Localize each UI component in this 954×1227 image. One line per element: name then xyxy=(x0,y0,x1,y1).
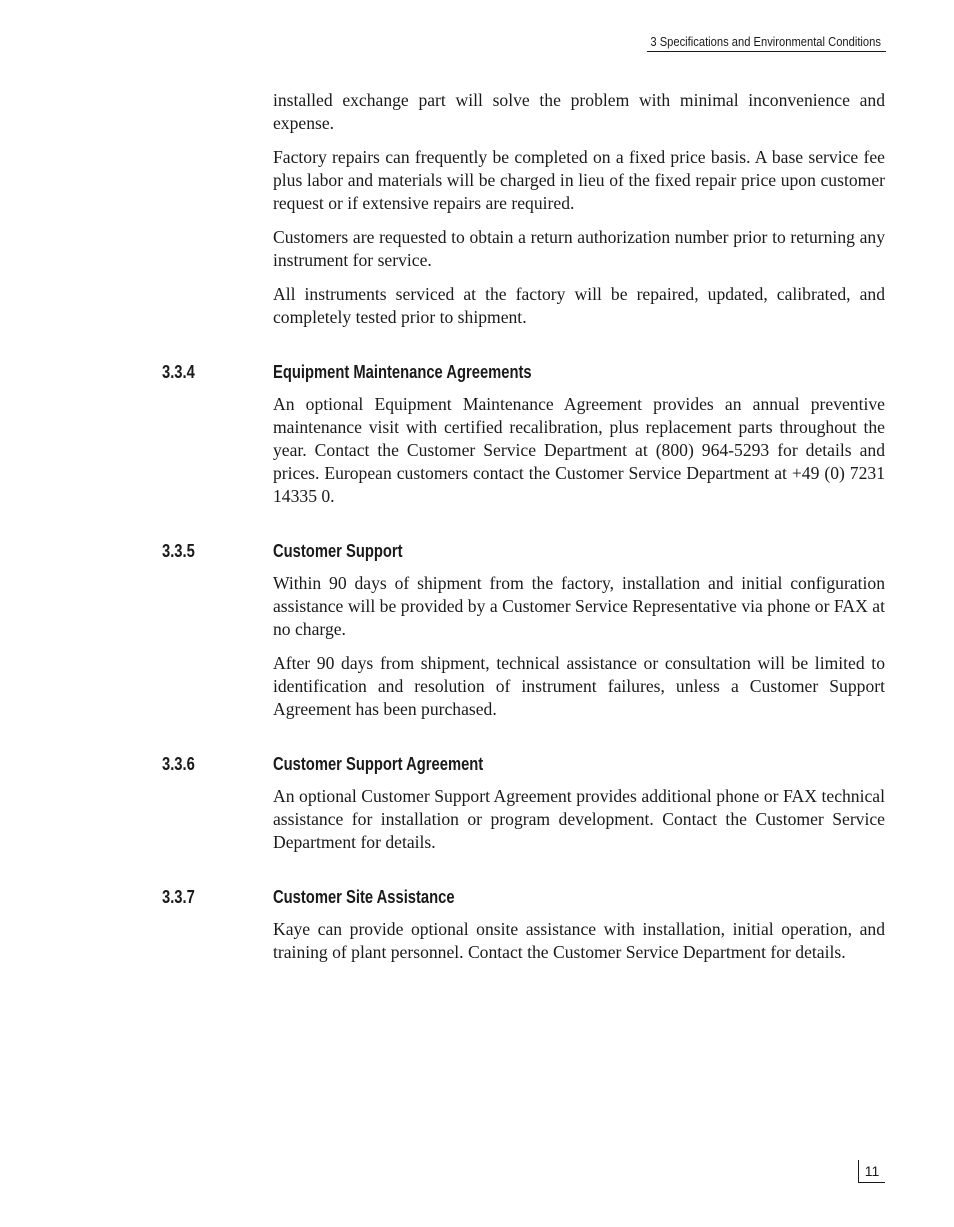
section-title: Customer Site Assistance xyxy=(273,887,455,907)
intro-paragraph: Customers are requested to obtain a return authorization number prior to returning any instrument for service. xyxy=(273,227,885,270)
page-content xyxy=(0,89,954,975)
intro-paragraph: Factory repairs can frequently be completed on a fixed price basis. A base service fee plus labor and materials will be charged in lieu of the fixed repair price upon customer request or if extensive repairs are required. xyxy=(273,147,885,213)
section-number: 3.3.4 xyxy=(162,362,195,382)
section-title: Customer Support xyxy=(273,541,403,561)
section-3-3-6 xyxy=(0,751,954,854)
page-number: 11 xyxy=(858,1160,885,1183)
section-3-3-4 xyxy=(0,359,954,508)
section-title: Equipment Maintenance Agreements xyxy=(273,362,532,382)
section-heading xyxy=(0,884,954,910)
section-heading xyxy=(0,538,954,564)
section-heading xyxy=(0,751,954,777)
intro-paragraph: installed exchange part will solve the problem with minimal inconvenience and expense. xyxy=(273,90,885,133)
section-paragraph: Kaye can provide optional onsite assistance with installation, initial operation, and training of plant personnel. Contact the Customer Service Department for details. xyxy=(273,919,885,962)
section-heading xyxy=(0,359,954,385)
section-title: Customer Support Agreement xyxy=(273,754,484,774)
intro-paragraph: All instruments serviced at the factory will be repaired, updated, calibrated, and completely tested prior to shipment. xyxy=(273,284,885,327)
section-number: 3.3.7 xyxy=(162,887,195,907)
section-3-3-5 xyxy=(0,538,954,721)
section-paragraph: An optional Customer Support Agreement provides additional phone or FAX technical assistance for installation or program development. Contact the Customer Service Department for details. xyxy=(273,786,885,852)
section-number: 3.3.5 xyxy=(162,541,195,561)
section-paragraph: After 90 days from shipment, technical assistance or consultation will be limited to identification and resolution of instrument failures, unless a Customer Support Agreement has been purchased. xyxy=(273,653,885,719)
section-paragraph: Within 90 days of shipment from the factory, installation and initial configuration assistance will be provided by a Customer Service Representative via phone or FAX at no charge. xyxy=(273,573,885,639)
section-3-3-7 xyxy=(0,884,954,964)
section-paragraph: An optional Equipment Maintenance Agreement provides an annual preventive maintenance visit with certified recalibration, plus replacement parts throughout the year. Contact the Customer Service Department at (800) 964-5293 for details and prices. European customers contact the Customer Service Department at +49 (0) 7231 14335 0. xyxy=(273,394,885,506)
section-number: 3.3.6 xyxy=(162,754,195,774)
running-header: 3 Specifications and Environmental Conditions xyxy=(647,34,886,52)
